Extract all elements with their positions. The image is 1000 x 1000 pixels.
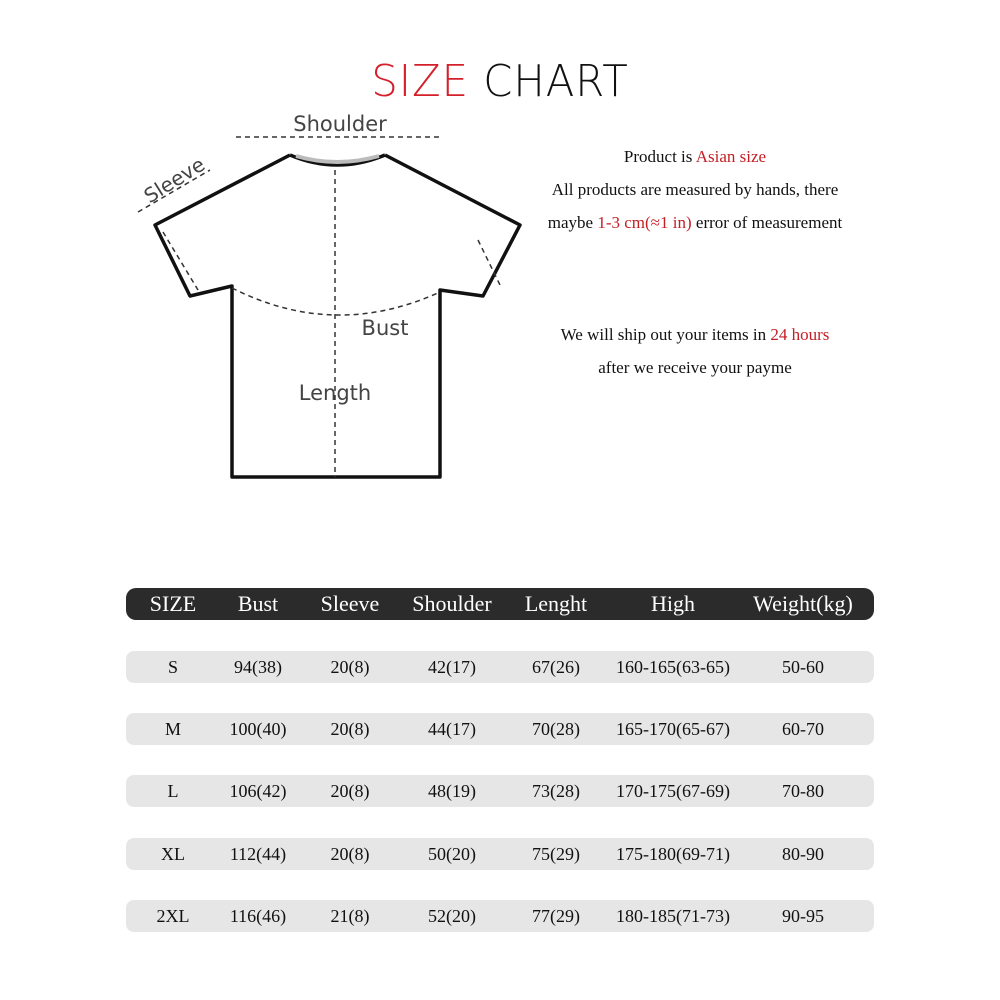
- table-header: [126, 588, 874, 620]
- info-highlight: 1-3 cm(≈1 in): [597, 213, 692, 232]
- table-cell: 165-170(65-67): [616, 718, 730, 739]
- info-error: [500, 206, 890, 239]
- label-shoulder: Shoulder: [293, 112, 387, 136]
- table-cell: 116(46): [229, 905, 287, 926]
- info-text: maybe: [547, 213, 598, 232]
- table-cell: L: [167, 780, 179, 801]
- info-payment: after we receive your payme: [598, 358, 792, 377]
- table-cell: 50(20): [428, 843, 476, 864]
- table-cell: 80-90: [782, 843, 824, 864]
- table-cell: S: [167, 656, 179, 677]
- table-cell: 90-95: [782, 905, 824, 926]
- label-bust: Bust: [361, 316, 409, 340]
- column-header: SIZE: [149, 591, 197, 616]
- label-sleeve: Sleeve: [139, 152, 210, 208]
- info-highlight: 24 hours: [770, 325, 830, 344]
- table-cell: 44(17): [428, 718, 476, 739]
- column-header: Lenght: [524, 591, 588, 616]
- table-cell: 2XL: [156, 905, 190, 926]
- table-cell: 20(8): [330, 656, 370, 677]
- info-text: error of measurement: [691, 213, 843, 232]
- table-cell: 77(29): [532, 905, 580, 926]
- column-header: Shoulder: [412, 591, 492, 616]
- table-cell: 112(44): [229, 843, 287, 864]
- table-cell: 21(8): [330, 905, 370, 926]
- table-row: [126, 651, 874, 683]
- table-cell: 20(8): [330, 780, 370, 801]
- label-length: Length: [298, 381, 372, 405]
- column-header: Bust: [237, 591, 279, 616]
- table-cell: 106(42): [229, 780, 287, 801]
- table-cell: 60-70: [782, 718, 824, 739]
- table-cell: 48(19): [428, 780, 476, 801]
- table-cell: 70(28): [532, 718, 580, 739]
- table-cell: 42(17): [428, 656, 476, 677]
- table-cell: 94(38): [234, 656, 282, 677]
- table-row: [126, 900, 874, 932]
- table-cell: 175-180(69-71): [616, 843, 730, 864]
- table-cell: 20(8): [330, 718, 370, 739]
- table-cell: 67(26): [532, 656, 580, 677]
- table-cell: 170-175(67-69): [616, 780, 730, 801]
- column-header: High: [651, 591, 695, 616]
- title-chart: CHART: [483, 56, 629, 107]
- table-cell: 70-80: [782, 780, 824, 801]
- info-text: Product is: [623, 147, 696, 166]
- info-shipping: [500, 318, 890, 351]
- table-cell: 100(40): [229, 718, 287, 739]
- info-highlight: Asian size: [695, 147, 767, 166]
- title-size: SIZE: [371, 56, 469, 107]
- table-cell: 73(28): [532, 780, 580, 801]
- info-text: We will ship out your items in: [560, 325, 771, 344]
- tshirt-outline: [155, 155, 520, 477]
- column-header: Weight(kg): [753, 591, 853, 616]
- table-cell: XL: [161, 843, 185, 864]
- table-cell: 160-165(63-65): [616, 656, 730, 677]
- table-cell: 75(29): [532, 843, 580, 864]
- column-header: Sleeve: [320, 591, 380, 616]
- info-asian-size: [500, 140, 890, 173]
- table-cell: 180-185(71-73): [616, 905, 730, 926]
- table-cell: 52(20): [428, 905, 476, 926]
- table-cell: 50-60: [782, 656, 824, 677]
- info-measure-line: All products are measured by hands, there: [551, 180, 839, 199]
- table-row: [126, 838, 874, 870]
- table-cell: 20(8): [330, 843, 370, 864]
- table-cell: M: [164, 718, 182, 739]
- table-row: [126, 775, 874, 807]
- table-row: [126, 713, 874, 745]
